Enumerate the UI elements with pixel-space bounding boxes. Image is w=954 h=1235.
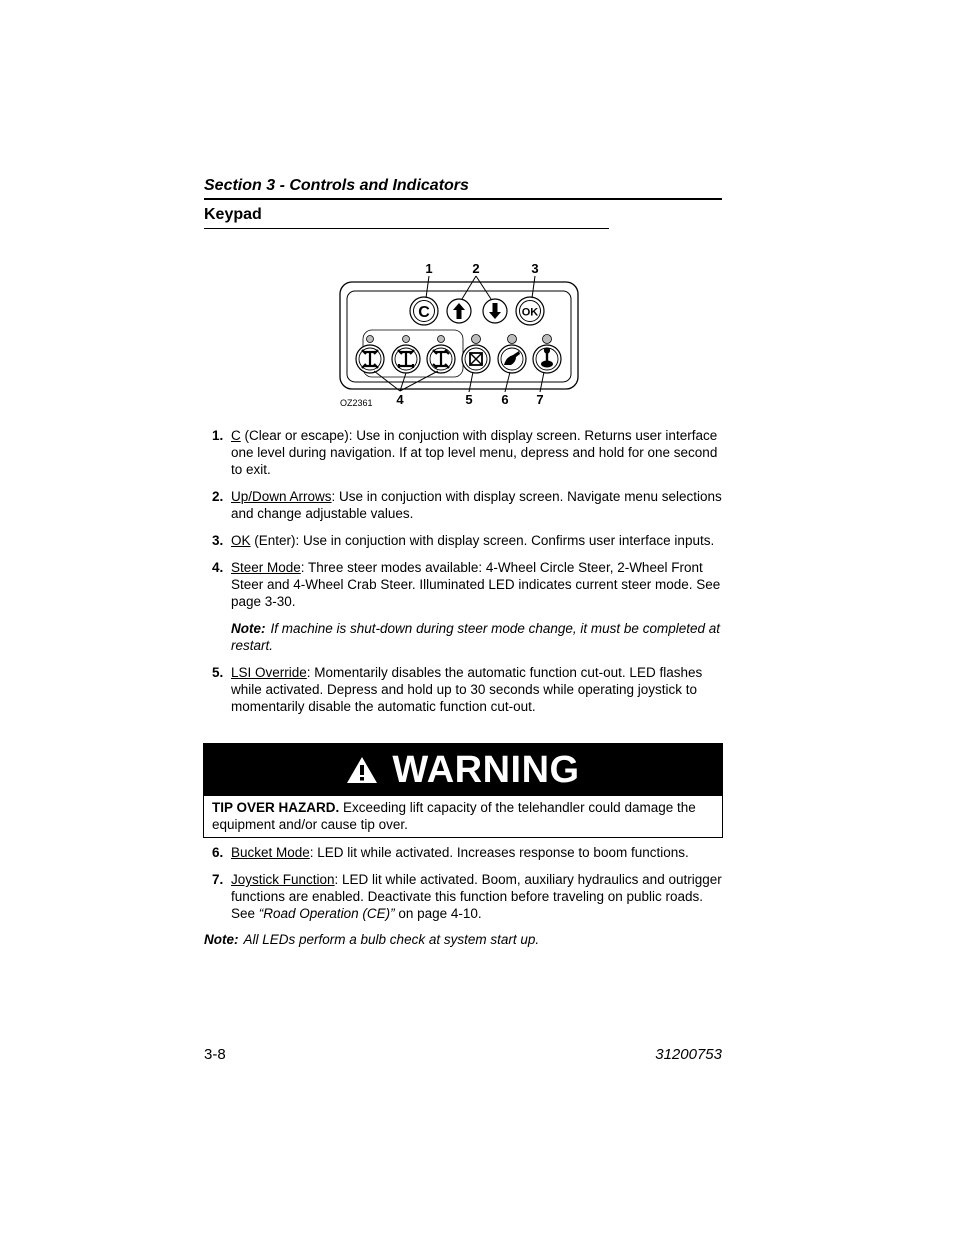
item-term: C [231, 428, 241, 443]
list-item [204, 559, 722, 610]
steer-led-1 [367, 336, 374, 343]
item-text: : Use in conjuction with display screen. Navigate menu selections and change adjustable values. [231, 489, 722, 521]
section-header: Section 3 - Controls and Indicators [204, 177, 722, 200]
warning-banner [204, 744, 722, 796]
joystick-led [543, 335, 552, 344]
list-item [204, 488, 722, 522]
ok-key-label: OK [521, 306, 539, 319]
lsi-override-button [462, 345, 490, 373]
item-text: : LED lit while activated. Increases response to boom functions. [309, 845, 689, 860]
document-number: 31200753 [655, 1046, 722, 1063]
item-text: : Three steer modes available: 4-Wheel Circle Steer, 2-Wheel Front Steer and 4-Wheel Crab Steer. Illuminated LED indicates current steer mode. See page 3-30. [231, 560, 721, 609]
subsection-title: Keypad [204, 206, 609, 229]
clear-button [410, 297, 438, 325]
warning-text [204, 796, 722, 837]
item-text: : LED lit while activated. Boom, auxiliary hydraulics and outrigger functions are enabled. Deactivate this function before traveling on public roads. See [231, 872, 722, 921]
keypad-figure [330, 258, 590, 410]
note-label: Note: [204, 932, 239, 947]
figure-code: OZ2361 [340, 398, 373, 408]
item-text: (Clear or escape): Use in conjuction with display screen. Returns user interface one level during navigation. If at top level menu, depress and hold for one second to exit. [231, 428, 718, 477]
callout-leader-lines [374, 276, 544, 392]
final-note [204, 931, 722, 948]
callout-5: 5 [465, 392, 473, 407]
joystick-function-button [533, 345, 561, 373]
warning-hazard: TIP OVER HAZARD. [212, 800, 340, 815]
item-term: OK [231, 533, 251, 548]
item-term: Steer Mode [231, 560, 301, 575]
page-number: 3-8 [204, 1046, 226, 1063]
item-text: : Momentarily disables the automatic function cut-out. LED flashes while activated. Depress and hold up to 30 seconds while operating joystick to momentarily disable the automatic function cut-out. [231, 665, 703, 714]
up-arrow-button [447, 299, 471, 323]
clear-key-label: C [418, 304, 430, 321]
steer-mode-note [204, 620, 722, 654]
item-term: Up/Down Arrows [231, 489, 332, 504]
item-number: 6. [212, 845, 224, 860]
item-term: LSI Override [231, 665, 307, 680]
list-item [204, 664, 722, 715]
steer-crab-button [427, 345, 455, 373]
list-item [204, 532, 722, 549]
steer-circle-button [356, 345, 384, 373]
item-text-after: on page 4-10. [394, 906, 482, 921]
item-number: 3. [212, 533, 224, 548]
item-number: 1. [212, 428, 224, 443]
callout-6: 6 [501, 392, 509, 407]
note-text: All LEDs perform a bulb check at system start up. [243, 932, 540, 947]
steer-led-3 [438, 336, 445, 343]
keypad-outer-frame [340, 282, 578, 389]
item-number: 7. [212, 872, 224, 887]
keypad-list-part-2 [204, 844, 722, 932]
list-item [204, 844, 722, 861]
lsi-led [472, 335, 481, 344]
callout-1: 1 [425, 261, 433, 276]
steer-led-2 [403, 336, 410, 343]
note-label: Note: [231, 621, 266, 636]
item-number: 5. [212, 665, 224, 680]
item-term: Bucket Mode [231, 845, 310, 860]
item-term: Joystick Function [231, 872, 335, 887]
callout-4: 4 [396, 392, 404, 407]
callout-2: 2 [472, 261, 480, 276]
list-item [204, 871, 722, 922]
warning-triangle-icon [346, 755, 378, 785]
steer-front-button [392, 345, 420, 373]
item-number: 2. [212, 489, 224, 504]
warning-description: Exceeding lift capacity of the telehandler could damage the equipment and/or cause tip over. [212, 800, 696, 832]
callout-7: 7 [536, 392, 544, 407]
warning-box [203, 743, 723, 838]
callout-3: 3 [531, 261, 539, 276]
item-number: 4. [212, 560, 224, 575]
item-reference: “Road Operation (CE)” [258, 906, 395, 921]
down-arrow-button [483, 299, 507, 323]
bucket-mode-button [498, 345, 526, 373]
note-text: If machine is shut-down during steer mode change, it must be completed at restart. [231, 621, 720, 653]
warning-title: WARNING [392, 748, 580, 791]
ok-button [516, 297, 544, 325]
keypad-list-part-1 [204, 427, 722, 725]
list-item [204, 427, 722, 478]
item-text: (Enter): Use in conjuction with display screen. Confirms user interface inputs. [250, 533, 715, 548]
bucket-led [508, 335, 517, 344]
